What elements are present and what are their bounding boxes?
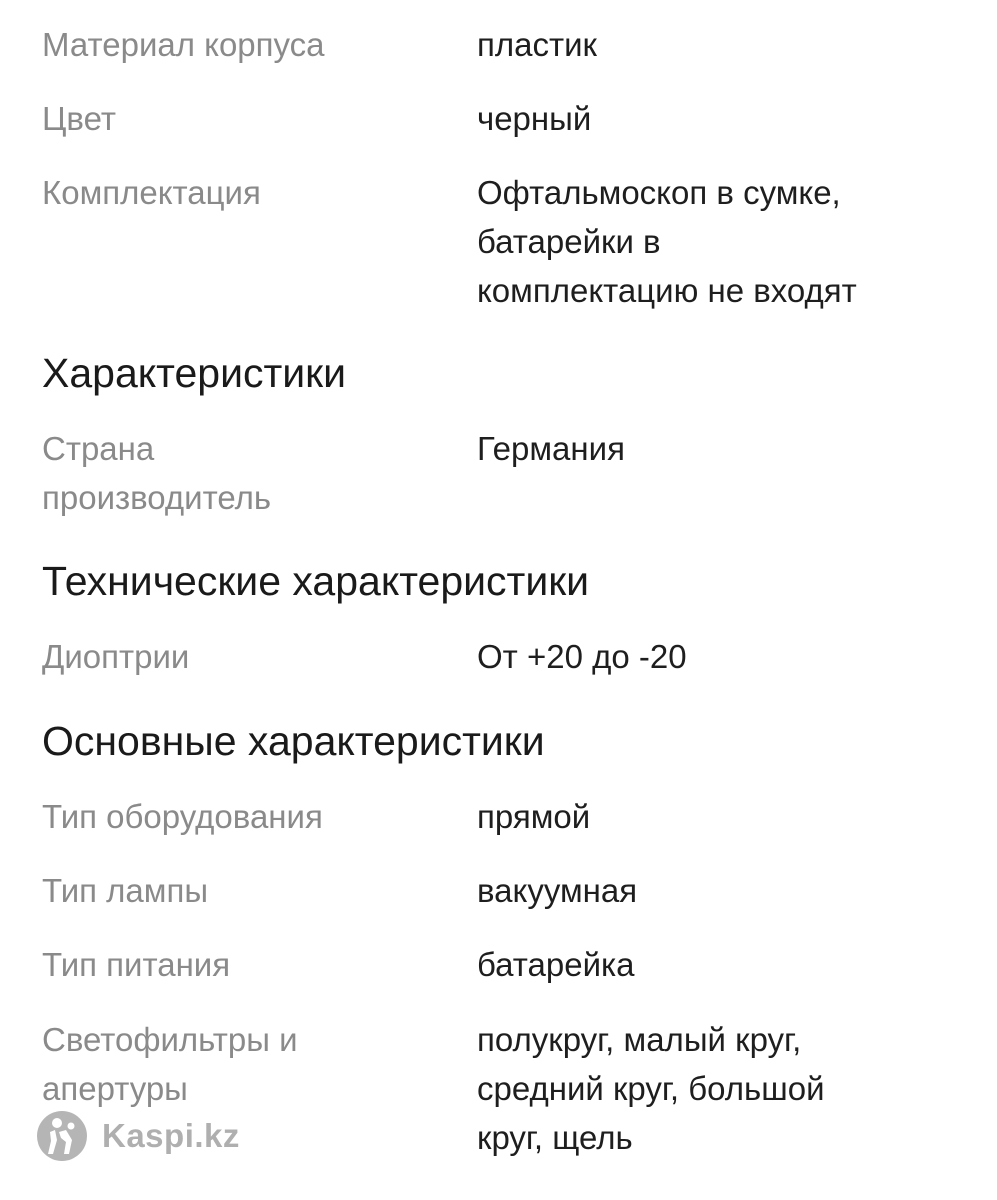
spec-label: Цвет <box>42 100 116 137</box>
section-heading-main: Основные характеристики <box>42 718 545 764</box>
spec-value: прямой <box>477 798 591 835</box>
spec-label: Страна производитель <box>42 430 272 516</box>
spec-label: Тип питания <box>42 946 231 983</box>
kaspi-watermark <box>36 1108 240 1164</box>
spec-value: черный <box>477 100 592 137</box>
kaspi-logo-icon <box>36 1110 88 1162</box>
spec-value: Германия <box>477 430 625 467</box>
spec-value: От +20 до -20 <box>477 638 687 675</box>
spec-value: пластик <box>477 26 597 63</box>
spec-label: Тип лампы <box>42 872 209 909</box>
section-heading-characteristics: Характеристики <box>42 350 346 396</box>
spec-label: Комплектация <box>42 174 261 211</box>
spec-label: Светофильтры и апертуры <box>42 1021 298 1107</box>
spec-label: Тип оборудования <box>42 798 323 835</box>
spec-value: Офтальмоскоп в сумке, батарейки в комплектацию не входят <box>477 174 857 309</box>
spec-label: Диоптрии <box>42 638 190 675</box>
spec-label: Материал корпуса <box>42 26 325 63</box>
spec-value: батарейка <box>477 946 635 983</box>
spec-value: полукруг, малый круг, средний круг, большой круг, щель <box>477 1021 825 1156</box>
watermark-text: Kaspi.kz <box>102 1117 240 1154</box>
spec-value: вакуумная <box>477 872 638 909</box>
section-heading-technical: Технические характеристики <box>42 558 590 604</box>
